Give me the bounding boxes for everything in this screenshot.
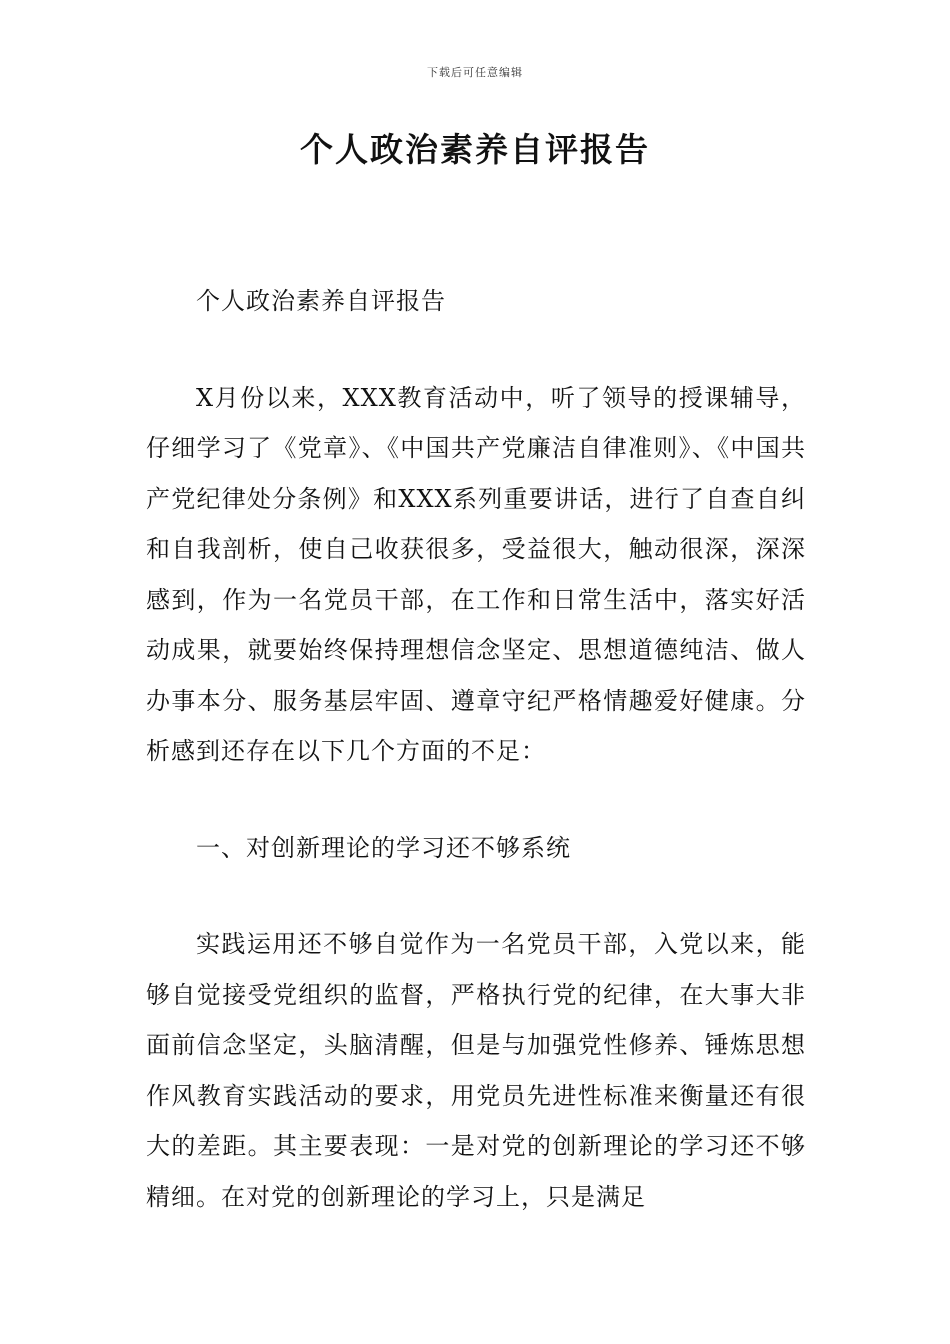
paragraph-subtitle: 个人政治素养自评报告 (196, 287, 446, 315)
header-note: 下载后可任意编辑 (427, 66, 523, 79)
paragraph-section-body: 实践运用还不够自觉作为一名党员干部，入党以来，能够自觉接受党组织的监督，严格执行党的纪律，在大事大非面前信念坚定，头脑清醒，但是与加强党性修养、锤炼思想作风教育实践活动的要求，用党员先进性标准来衡量还有很大的差距。其主要表现：一是对党的创新理论的学习还不够精细。在对党的创新理论的学习上，只是满足 (146, 930, 806, 1211)
paragraph-intro: X月份以来，XXX教育活动中，听了领导的授课辅导，仔细学习了《党章》、《中国共产党廉洁自律准则》、《中国共产党纪律处分条例》和XXX系列重要讲话，进行了自查自纠和自我剖析，使自己收获很多，受益很大，触动很深，深深感到，作为一名党员干部，在工作和日常生活中，落实好活动成果，就要始终保持理想信念坚定、思想道德纯洁、做人办事本分、服务基层牢固、遵章守纪严格情趣爱好健康。分析感到还存在以下几个方面的不足： (146, 383, 806, 765)
document-body (146, 276, 806, 1222)
paragraph-section-heading: 一、对创新理论的学习还不够系统 (196, 833, 571, 862)
document-title: 个人政治素养自评报告 (300, 130, 650, 169)
